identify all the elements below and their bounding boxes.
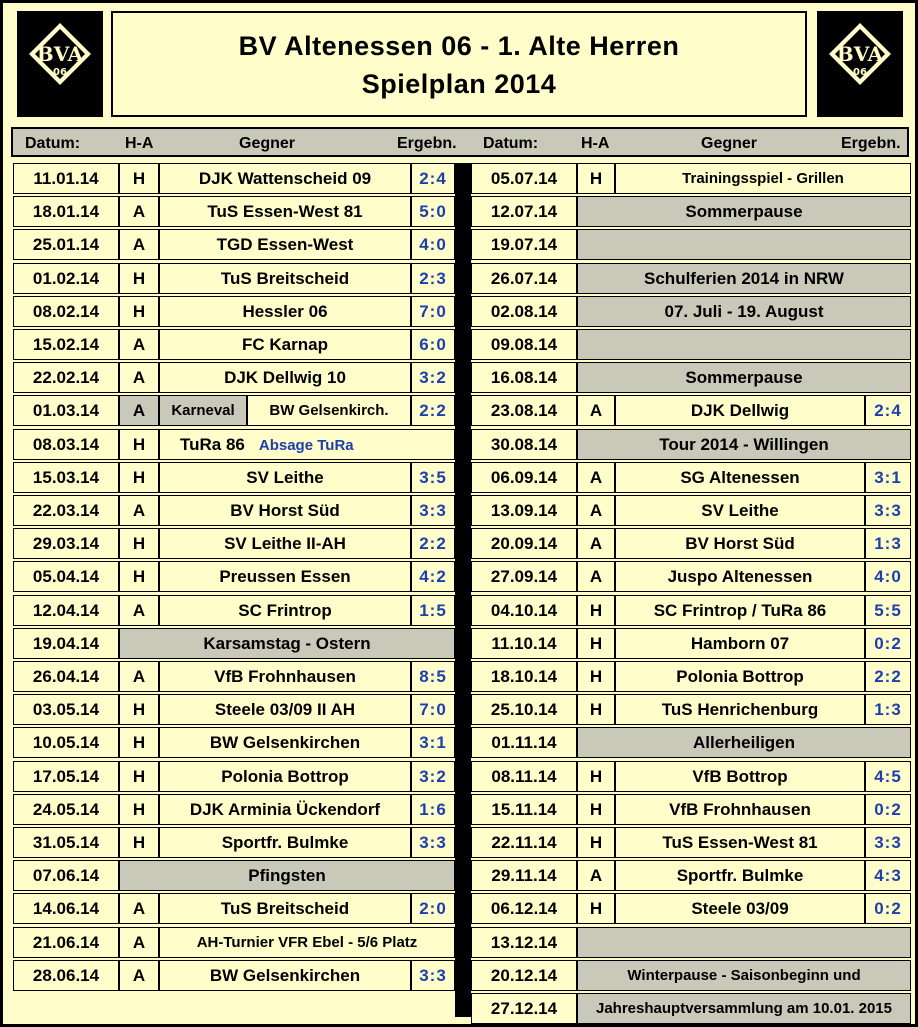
ha-cell: A [119, 960, 159, 991]
table-row [13, 196, 455, 227]
span-cell: Schulferien 2014 in NRW [577, 263, 911, 294]
opponent-cell: BW Gelsenkirchen [159, 727, 411, 758]
span-cell [577, 927, 911, 958]
table-row [471, 196, 911, 227]
result-cell: 3:5 [411, 462, 455, 493]
opponent-cell: TuS Henrichenburg [615, 694, 865, 725]
table-row [13, 296, 455, 327]
table-row [13, 395, 455, 426]
date-cell: 25.01.14 [13, 229, 119, 260]
col-ha: H-A [581, 135, 610, 152]
table-row [471, 727, 911, 758]
result-cell: 2:4 [411, 163, 455, 194]
ha-cell: H [119, 163, 159, 194]
page-subtitle: Spielplan 2014 [361, 69, 557, 99]
date-cell: 06.09.14 [471, 462, 577, 493]
ha-cell: H [119, 528, 159, 559]
ha-cell: H [577, 794, 615, 825]
result-cell: 0:2 [865, 893, 911, 924]
span-cell: Allerheiligen [577, 727, 911, 758]
opponent-cell: Hamborn 07 [615, 628, 865, 659]
table-row [471, 595, 911, 626]
opponent-cell: Steele 03/09 [615, 893, 865, 924]
result-cell: 3:2 [411, 761, 455, 792]
opponent-cell: TuS Breitscheid [159, 263, 411, 294]
ha-cell: H [577, 893, 615, 924]
opponent-cell: TuS Essen-West 81 [615, 827, 865, 858]
ha-cell: A [119, 595, 159, 626]
table-row [471, 263, 911, 294]
opponent-cell: Juspo Altenessen [615, 561, 865, 592]
date-cell: 01.02.14 [13, 263, 119, 294]
opponent-cell: Polonia Bottrop [615, 661, 865, 692]
date-cell: 12.04.14 [13, 595, 119, 626]
date-cell: 13.12.14 [471, 927, 577, 958]
span-cell [577, 229, 911, 260]
ha-cell: H [119, 462, 159, 493]
date-cell: 03.05.14 [13, 694, 119, 725]
date-cell: 12.07.14 [471, 196, 577, 227]
result-cell: 4:0 [865, 561, 911, 592]
opponent-cell: FC Karnap [159, 329, 411, 360]
opponent-cell: Sportfr. Bulmke [615, 860, 865, 891]
date-cell: 08.03.14 [13, 429, 119, 460]
opponent-cell: Hessler 06 [159, 296, 411, 327]
ha-cell: A [119, 661, 159, 692]
page-title: BV Altenessen 06 - 1. Alte Herren [238, 31, 680, 61]
date-cell: 27.09.14 [471, 561, 577, 592]
result-cell: 3:3 [411, 495, 455, 526]
table-row [471, 661, 911, 692]
table-row [13, 462, 455, 493]
table-row [13, 661, 455, 692]
opponent-cell: Preussen Essen [159, 561, 411, 592]
col-date: Datum: [25, 135, 81, 152]
result-cell: 3:3 [865, 827, 911, 858]
table-row [13, 794, 455, 825]
result-cell: 1:3 [865, 528, 911, 559]
table-row [471, 296, 911, 327]
date-cell: 20.09.14 [471, 528, 577, 559]
table-row [471, 628, 911, 659]
opponent-cell: BW Gelsenkirchen [159, 960, 411, 991]
date-cell: 29.03.14 [13, 528, 119, 559]
date-cell: 20.12.14 [471, 960, 577, 991]
span-cell: Winterpause - Saisonbeginn und [577, 960, 911, 991]
carnival-cell: Karneval [159, 395, 247, 426]
club-logo-right [817, 11, 903, 117]
date-cell: 21.06.14 [13, 927, 119, 958]
date-cell: 28.06.14 [13, 960, 119, 991]
ha-cell: A [119, 329, 159, 360]
result-cell: 0:2 [865, 794, 911, 825]
table-row [13, 429, 455, 460]
ha-cell: H [119, 827, 159, 858]
ha-cell: A [577, 528, 615, 559]
ha-cell: H [577, 761, 615, 792]
opponent-cell: TGD Essen-West [159, 229, 411, 260]
ha-cell: A [577, 462, 615, 493]
result-cell: 1:3 [865, 694, 911, 725]
ha-cell: H [577, 628, 615, 659]
table-row [13, 495, 455, 526]
table-row [13, 163, 455, 194]
result-cell: 2:0 [411, 893, 455, 924]
table-row [13, 860, 455, 891]
result-cell: 2:2 [865, 661, 911, 692]
result-cell: 3:1 [865, 462, 911, 493]
table-row [471, 429, 911, 460]
date-cell: 25.10.14 [471, 694, 577, 725]
opponent-cell: Steele 03/09 II AH [159, 694, 411, 725]
opponent-cell: DJK Wattenscheid 09 [159, 163, 411, 194]
table-row [13, 694, 455, 725]
date-cell: 04.10.14 [471, 595, 577, 626]
logo-text: BVA [836, 42, 884, 66]
date-cell: 30.08.14 [471, 429, 577, 460]
ha-cell: A [119, 229, 159, 260]
table-row [471, 163, 911, 194]
ha-cell: H [577, 827, 615, 858]
date-cell: 22.02.14 [13, 362, 119, 393]
opponent-cell: DJK Arminia Ückendorf [159, 794, 411, 825]
table-row [13, 761, 455, 792]
result-cell: 8:5 [411, 661, 455, 692]
opponent-cell: VfB Bottrop [615, 761, 865, 792]
date-cell: 24.05.14 [13, 794, 119, 825]
cancellation-note: Absage TuRa [258, 437, 354, 454]
ha-cell: H [119, 296, 159, 327]
date-cell: 27.12.14 [471, 993, 577, 1024]
ha-cell: A [577, 860, 615, 891]
ha-cell: H [577, 163, 615, 194]
table-row [13, 628, 455, 659]
date-cell: 07.06.14 [13, 860, 119, 891]
date-cell: 31.05.14 [13, 827, 119, 858]
date-cell: 13.09.14 [471, 495, 577, 526]
table-row [13, 927, 455, 958]
opponent-cell [159, 429, 455, 460]
table-row [13, 362, 455, 393]
opponent-cell: BW Gelsenkirch. [247, 395, 411, 426]
date-cell: 02.08.14 [471, 296, 577, 327]
result-cell: 6:0 [411, 329, 455, 360]
date-cell: 26.04.14 [13, 661, 119, 692]
opponent-cell: BV Horst Süd [159, 495, 411, 526]
opponent-cell: DJK Dellwig [615, 395, 865, 426]
opponent-cell: DJK Dellwig 10 [159, 362, 411, 393]
date-cell: 26.07.14 [471, 263, 577, 294]
table-row [471, 761, 911, 792]
date-cell: 05.04.14 [13, 561, 119, 592]
ha-cell: A [119, 196, 159, 227]
ha-cell: A [577, 495, 615, 526]
result-cell: 3:3 [865, 495, 911, 526]
ha-cell: A [119, 395, 159, 426]
ha-cell: A [577, 561, 615, 592]
opponent-cell: SG Altenessen [615, 462, 865, 493]
span-cell: Sommerpause [577, 362, 911, 393]
span-cell: Tour 2014 - Willingen [577, 429, 911, 460]
logo-year: 06 [53, 67, 67, 78]
result-cell: 2:2 [411, 395, 455, 426]
span-cell: Sommerpause [577, 196, 911, 227]
result-cell: 2:2 [411, 528, 455, 559]
col-result: Ergebn. [397, 135, 457, 152]
date-cell: 14.06.14 [13, 893, 119, 924]
table-row [13, 561, 455, 592]
date-cell: 01.11.14 [471, 727, 577, 758]
opponent-cell: VfB Frohnhausen [159, 661, 411, 692]
opponent-cell: Trainingsspiel - Grillen [615, 163, 911, 194]
result-cell: 5:0 [411, 196, 455, 227]
opponent-cell: VfB Frohnhausen [615, 794, 865, 825]
header [11, 11, 907, 119]
opponent-cell: BV Horst Süd [615, 528, 865, 559]
result-cell: 1:6 [411, 794, 455, 825]
table-row [13, 827, 455, 858]
table-row [471, 561, 911, 592]
result-cell: 0:2 [865, 628, 911, 659]
opponent-cell: Polonia Bottrop [159, 761, 411, 792]
opponent-cell: SV Leithe II-AH [159, 528, 411, 559]
date-cell: 08.11.14 [471, 761, 577, 792]
result-cell: 3:3 [411, 827, 455, 858]
table-row [471, 495, 911, 526]
opponent-name: TuRa 86 [180, 435, 245, 454]
date-cell: 17.05.14 [13, 761, 119, 792]
table-row [471, 827, 911, 858]
logo-year: 06 [853, 67, 867, 78]
table-row [471, 794, 911, 825]
opponent-cell: AH-Turnier VFR Ebel - 5/6 Platz [159, 927, 455, 958]
table-row [471, 395, 911, 426]
table-row [13, 893, 455, 924]
table-row [471, 694, 911, 725]
date-cell: 22.11.14 [471, 827, 577, 858]
result-cell: 2:3 [411, 263, 455, 294]
result-cell: 7:0 [411, 296, 455, 327]
table-row [13, 229, 455, 260]
title-box [111, 11, 807, 117]
date-cell: 10.05.14 [13, 727, 119, 758]
col-date: Datum: [483, 135, 539, 152]
date-cell: 18.01.14 [13, 196, 119, 227]
opponent-cell: SC Frintrop [159, 595, 411, 626]
date-cell: 19.07.14 [471, 229, 577, 260]
result-cell: 7:0 [411, 694, 455, 725]
table-row [471, 993, 911, 1024]
date-cell: 15.02.14 [13, 329, 119, 360]
table-row [471, 927, 911, 958]
ha-cell: A [119, 495, 159, 526]
result-cell: 3:3 [411, 960, 455, 991]
date-cell: 23.08.14 [471, 395, 577, 426]
table-row [471, 462, 911, 493]
ha-cell: H [119, 263, 159, 294]
table-row [13, 528, 455, 559]
opponent-cell: Sportfr. Bulmke [159, 827, 411, 858]
opponent-cell: SC Frintrop / TuRa 86 [615, 595, 865, 626]
table-row [471, 528, 911, 559]
date-cell: 06.12.14 [471, 893, 577, 924]
result-cell: 4:5 [865, 761, 911, 792]
ha-cell: H [577, 595, 615, 626]
date-cell: 29.11.14 [471, 860, 577, 891]
table-row [13, 263, 455, 294]
ha-cell: H [119, 694, 159, 725]
opponent-cell: TuS Essen-West 81 [159, 196, 411, 227]
table-row [13, 329, 455, 360]
ha-cell: H [119, 794, 159, 825]
opponent-cell: SV Leithe [615, 495, 865, 526]
col-opponent: Gegner [239, 135, 296, 152]
ha-cell: H [577, 694, 615, 725]
date-cell: 11.10.14 [471, 628, 577, 659]
table-row [471, 362, 911, 393]
ha-cell: A [119, 927, 159, 958]
date-cell: 15.11.14 [471, 794, 577, 825]
span-cell [577, 329, 911, 360]
span-cell: Pfingsten [119, 860, 455, 891]
date-cell: 15.03.14 [13, 462, 119, 493]
date-cell: 18.10.14 [471, 661, 577, 692]
ha-cell: H [577, 661, 615, 692]
ha-cell: H [119, 761, 159, 792]
ha-cell: H [119, 727, 159, 758]
col-opponent: Gegner [701, 135, 758, 152]
result-cell: 3:1 [411, 727, 455, 758]
result-cell: 4:0 [411, 229, 455, 260]
result-cell: 3:2 [411, 362, 455, 393]
date-cell: 11.01.14 [13, 163, 119, 194]
result-cell: 4:2 [411, 561, 455, 592]
logo-text: BVA [36, 42, 84, 66]
table-row [471, 329, 911, 360]
club-logo-left [17, 11, 103, 117]
ha-cell: H [119, 429, 159, 460]
span-cell: 07. Juli - 19. August [577, 296, 911, 327]
table-row [471, 860, 911, 891]
date-cell: 08.02.14 [13, 296, 119, 327]
table-row [471, 229, 911, 260]
table-row [471, 960, 911, 991]
date-cell: 01.03.14 [13, 395, 119, 426]
center-divider [455, 163, 471, 1017]
date-cell: 19.04.14 [13, 628, 119, 659]
date-cell: 16.08.14 [471, 362, 577, 393]
result-cell: 5:5 [865, 595, 911, 626]
ha-cell: A [119, 893, 159, 924]
col-result: Ergebn. [841, 135, 901, 152]
result-cell: 2:4 [865, 395, 911, 426]
table-row [13, 960, 455, 991]
span-cell: Karsamstag - Ostern [119, 628, 455, 659]
table-row [13, 727, 455, 758]
span-cell: Jahreshauptversammlung am 10.01. 2015 [577, 993, 911, 1024]
ha-cell: A [577, 395, 615, 426]
table-row [471, 893, 911, 924]
col-ha: H-A [125, 135, 154, 152]
ha-cell: H [119, 561, 159, 592]
ha-cell: A [119, 362, 159, 393]
column-header [11, 127, 909, 157]
opponent-cell: SV Leithe [159, 462, 411, 493]
date-cell: 05.07.14 [471, 163, 577, 194]
date-cell: 22.03.14 [13, 495, 119, 526]
opponent-cell: TuS Breitscheid [159, 893, 411, 924]
result-cell: 4:3 [865, 860, 911, 891]
table-row [13, 595, 455, 626]
result-cell: 1:5 [411, 595, 455, 626]
date-cell: 09.08.14 [471, 329, 577, 360]
